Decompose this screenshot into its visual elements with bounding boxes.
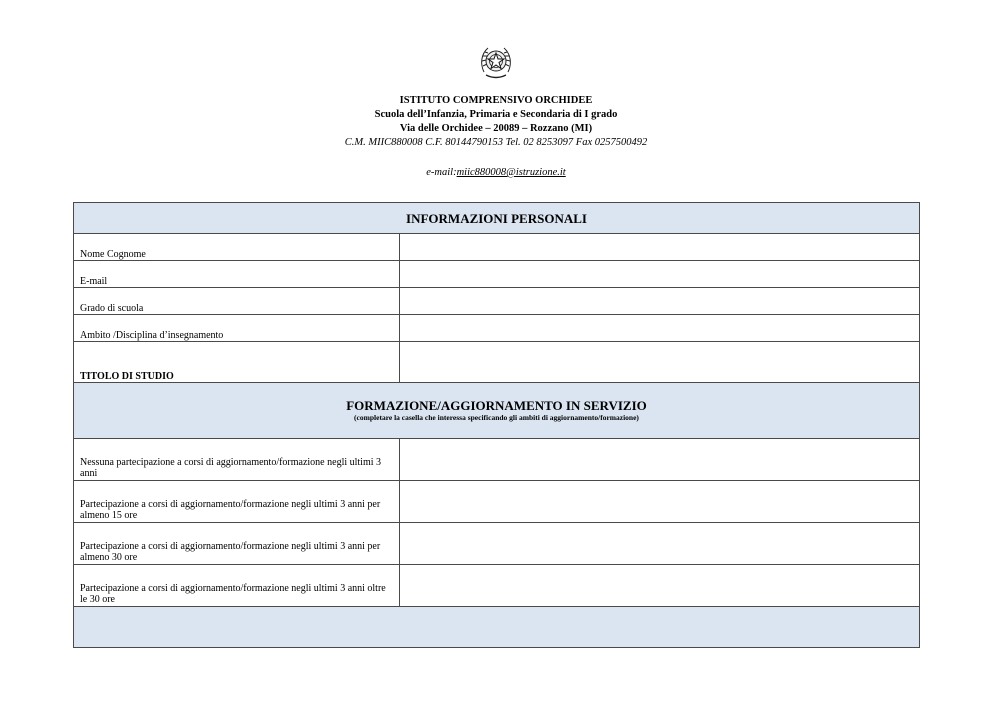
field-label: Partecipazione a corsi di aggiornamento/formazione negli ultimi 3 anni per almeno 30 ore [74, 523, 400, 565]
field-label: Partecipazione a corsi di aggiornamento/formazione negli ultimi 3 anni oltre le 30 ore [74, 565, 400, 607]
school-name: ISTITUTO COMPRENSIVO ORCHIDEE [399, 95, 593, 106]
section-personal-info [74, 203, 920, 234]
application-form-table [73, 202, 920, 648]
table-footer-band [74, 607, 920, 648]
email-link[interactable]: miic880008@istruzione.it [456, 167, 566, 178]
section-title: INFORMAZIONI PERSONALI [406, 210, 587, 226]
school-address: Via delle Orchidee – 20089 – Rozzano (MI) [399, 123, 593, 134]
section-subtitle: (completare la casella che interessa specificando gli ambiti di aggiornamento/formazione) [354, 413, 639, 422]
table-row [74, 315, 920, 342]
school-email [0, 166, 992, 180]
training-over30h-field[interactable] [400, 565, 920, 607]
field-label: Partecipazione a corsi di aggiornamento/formazione negli ultimi 3 anni per almeno 15 ore [74, 481, 400, 523]
training-15h-field[interactable] [400, 481, 920, 523]
section-title: FORMAZIONE/AGGIORNAMENTO IN SERVIZIO [346, 398, 647, 413]
field-label: Nessuna partecipazione a corsi di aggiornamento/formazione negli ultimi 3 anni [74, 439, 400, 481]
name-field[interactable] [400, 234, 920, 261]
table-row [74, 523, 920, 565]
field-label: Ambito /Disciplina d’insegnamento [74, 315, 400, 342]
table-row [74, 439, 920, 481]
table-row [74, 288, 920, 315]
training-30h-field[interactable] [400, 523, 920, 565]
school-grade-field[interactable] [400, 288, 920, 315]
table-row [74, 342, 920, 383]
school-codes: C.M. MIIC880008 C.F. 80144790153 Tel. 02 8253097 Fax 0257500492 [344, 137, 648, 148]
field-label: E-mail [74, 261, 400, 288]
email-field[interactable] [400, 261, 920, 288]
training-none-field[interactable] [400, 439, 920, 481]
email-label: e-mail: [426, 167, 457, 178]
field-label: Nome Cognome [74, 234, 400, 261]
table-row [74, 481, 920, 523]
subject-field[interactable] [400, 315, 920, 342]
table-row [74, 565, 920, 607]
section-training [74, 383, 920, 439]
letterhead [0, 94, 992, 180]
field-label: TITOLO DI STUDIO [74, 342, 400, 383]
table-row [74, 261, 920, 288]
field-label: Grado di scuola [74, 288, 400, 315]
degree-field[interactable] [400, 342, 920, 383]
table-row [74, 234, 920, 261]
italian-republic-emblem-icon [478, 42, 514, 82]
school-subtitle: Scuola dell’Infanzia, Primaria e Secondaria di I grado [374, 109, 618, 120]
